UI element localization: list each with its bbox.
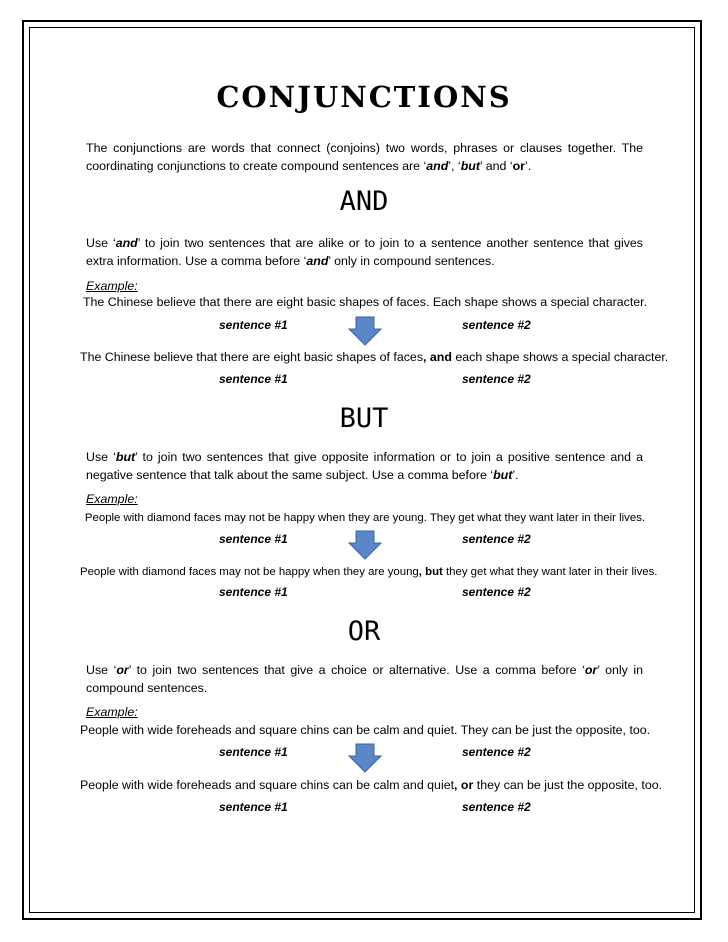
- down-arrow-icon: [347, 316, 383, 346]
- down-arrow-icon: [347, 530, 383, 560]
- rule-but: Use ‘but’ to join two sentences that give opposite information or to join a positive sentence and a negative sentence that talk about the same subject. Use a comma before ‘but’.: [86, 450, 643, 482]
- example-label-but: Example:: [86, 492, 138, 506]
- example-sentence-but: People with diamond faces may not be happy when they are young. They get what they want later in their lives.: [84, 512, 646, 524]
- down-arrow-icon: [347, 743, 383, 773]
- intro-word-and: and: [426, 158, 449, 173]
- sentence1-label: sentence #1: [219, 318, 288, 332]
- combined-sentence-or: People with wide foreheads and square chins can be calm and quiet, or they can be just the opposite, too.: [80, 778, 663, 792]
- combined-sentence-but: People with diamond faces may not be happy when they are young, but they get what they want later in their lives.: [80, 566, 658, 578]
- sentence1-label: sentence #1: [219, 532, 288, 546]
- example-sentence-or: People with wide foreheads and square chins can be calm and quiet. They can be just the opposite, too.: [80, 723, 651, 737]
- page-title: CONJUNCTIONS: [216, 80, 512, 114]
- sentence1-label: sentence #1: [219, 585, 288, 599]
- heading-or: OR: [347, 616, 381, 647]
- example-sentence-and: The Chinese believe that there are eight basic shapes of faces. Each shape shows a special character.: [82, 295, 648, 309]
- sentence2-label: sentence #2: [462, 532, 531, 546]
- sentence2-label: sentence #2: [462, 585, 531, 599]
- combined-sentence-and: The Chinese believe that there are eight basic shapes of faces, and each shape shows a special character.: [80, 350, 669, 364]
- heading-but: BUT: [339, 403, 389, 434]
- rule-or: Use ‘or’ to join two sentences that give a choice or alternative. Use a comma before ‘or’ only in compound sentences.: [86, 663, 643, 695]
- intro-word-or: or: [512, 158, 525, 173]
- sentence2-label: sentence #2: [462, 745, 531, 759]
- intro-word-but: but: [460, 158, 480, 173]
- example-label-and: Example:: [86, 279, 138, 293]
- rule-and: Use ‘and’ to join two sentences that are alike or to join to a sentence another sentence that gives extra information. Use a comma before ‘and’ only in compound sentences.: [86, 236, 643, 268]
- example-label-or: Example:: [86, 705, 138, 719]
- sentence1-label: sentence #1: [219, 745, 288, 759]
- sentence1-label: sentence #1: [219, 800, 288, 814]
- sentence2-label: sentence #2: [462, 372, 531, 386]
- sentence2-label: sentence #2: [462, 318, 531, 332]
- sentence1-label: sentence #1: [219, 372, 288, 386]
- intro-paragraph: The conjunctions are words that connect (conjoins) two words, phrases or clauses together. The coordinating conjunctions to create compound sentences are ‘and’, ‘but’ and ‘or’.: [86, 141, 643, 173]
- heading-and: AND: [339, 186, 389, 217]
- sentence2-label: sentence #2: [462, 800, 531, 814]
